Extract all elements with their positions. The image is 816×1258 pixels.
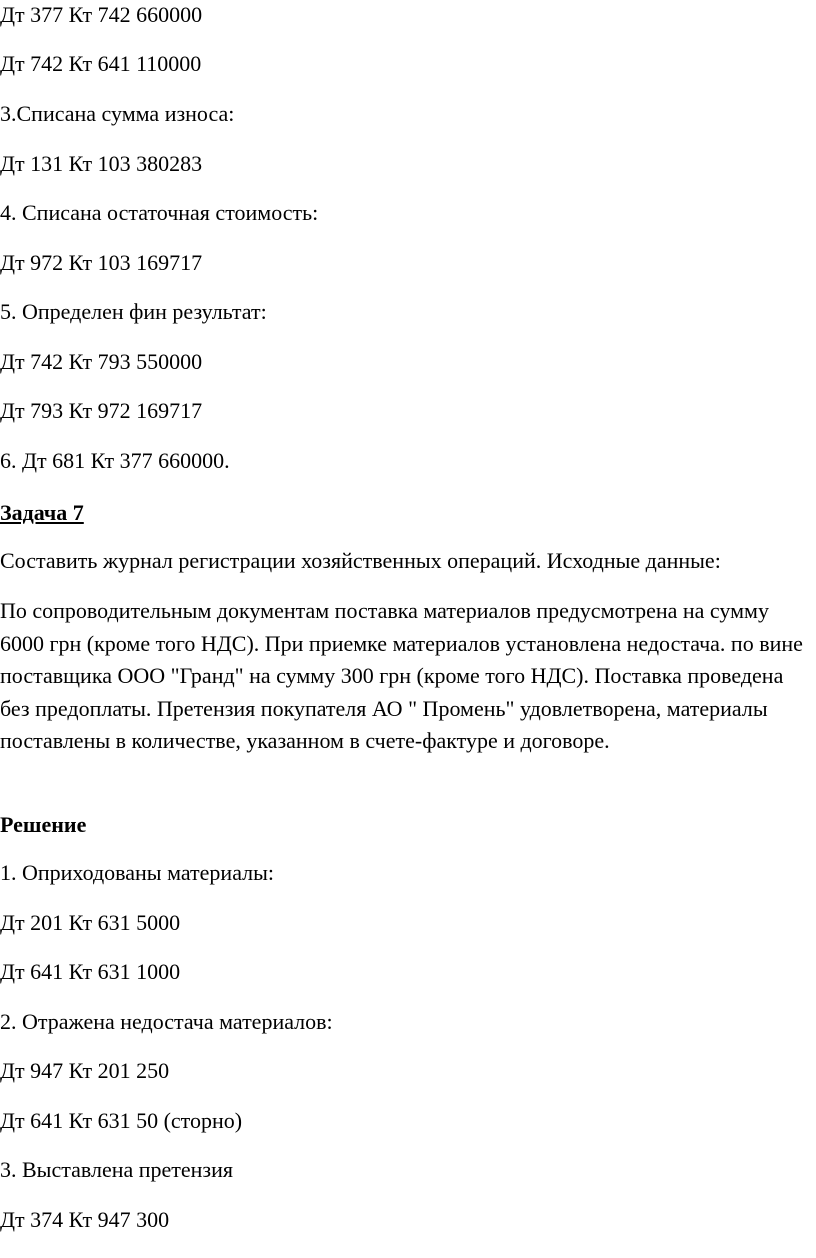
entry-line: Дт 742 Кт 641 110000 (0, 51, 202, 76)
task-intro: Составить журнал регистрации хозяйственных операций. Исходные данные: (0, 548, 721, 573)
entry-line: Дт 641 Кт 631 50 (сторно) (0, 1108, 243, 1133)
entry-line: Дт 793 Кт 972 169717 (0, 398, 203, 423)
entry-line: Дт 201 Кт 631 5000 (0, 910, 181, 935)
step-line: 3.Списана сумма износа: (0, 101, 235, 126)
step-line: 2. Отражена недостача материалов: (0, 1009, 333, 1034)
step-line: 1. Оприходованы материалы: (0, 860, 275, 885)
entry-line: Дт 377 Кт 742 660000 (0, 2, 203, 27)
entry-line: Дт 374 Кт 947 300 (0, 1207, 170, 1232)
entry-line: Дт 742 Кт 793 550000 (0, 349, 203, 374)
solution-heading: Решение (0, 812, 87, 837)
task-heading: Задача 7 (0, 500, 84, 525)
entry-line: Дт 972 Кт 103 169717 (0, 250, 203, 275)
entry-line: Дт 641 Кт 631 1000 (0, 959, 181, 984)
task-body: По сопроводительным документам поставка материалов предусмотрена на сумму 6000 грн (кроме того НДС). При приемке материалов установлена недостача. по вине поставщика ООО "Гранд" на сумму 300 грн (кроме того НДС). Поставка проведена без предоплаты. Претензия покупателя АО " Промень" удовлетворена, материалы поставлены в количестве, указанном в счете-фактуре и договоре. (0, 598, 803, 754)
step-line: 6. Дт 681 Кт 377 660000. (0, 448, 230, 473)
step-line: 4. Списана остаточная стоимость: (0, 200, 319, 225)
entry-line: Дт 947 Кт 201 250 (0, 1058, 170, 1083)
step-line: 3. Выставлена претензия (0, 1157, 234, 1182)
entry-line: Дт 131 Кт 103 380283 (0, 151, 203, 176)
step-line: 5. Определен фин результат: (0, 299, 267, 324)
